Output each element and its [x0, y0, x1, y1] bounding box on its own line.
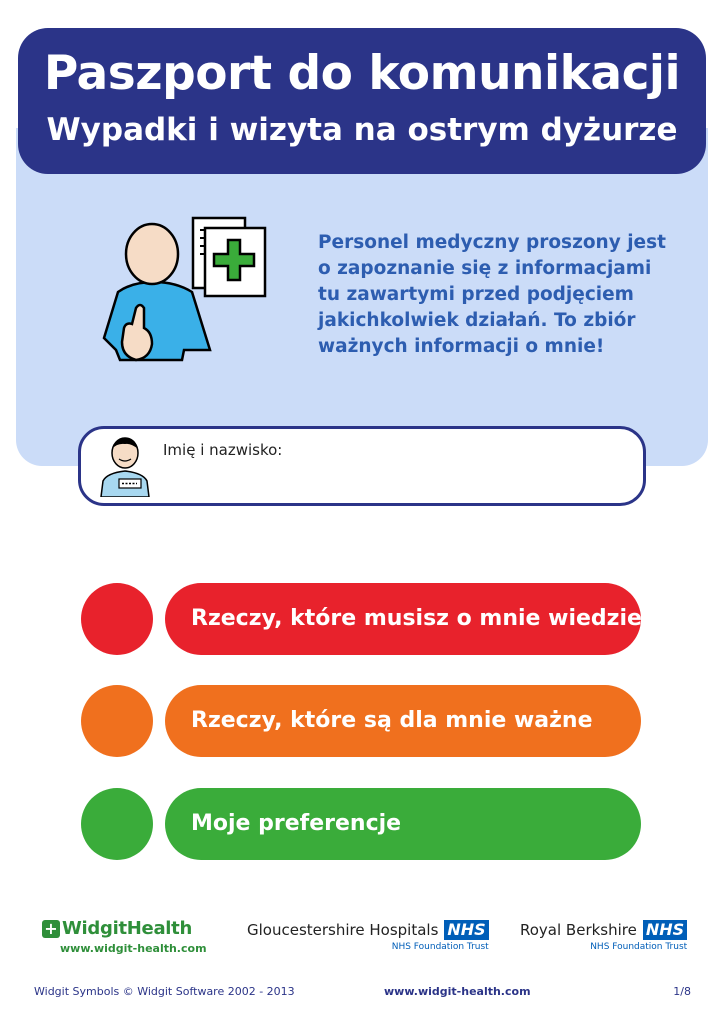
- section-must-know[interactable]: Rzeczy, które musisz o mnie wiedzieć: [165, 583, 641, 655]
- nhs-badge: NHS: [444, 920, 488, 940]
- footer-url-link[interactable]: www.widgit-health.com: [384, 985, 531, 998]
- widgit-health-url: www.widgit-health.com: [60, 942, 207, 955]
- name-label: Imię i nazwisko:: [163, 441, 283, 459]
- person-with-badge-icon: [97, 435, 153, 497]
- gloucestershire-logo: [247, 920, 489, 952]
- widgit-health-name: WidgitHealth: [62, 918, 192, 939]
- name-field[interactable]: [78, 426, 646, 506]
- section-must-know-dot: [81, 583, 153, 655]
- page-title: Paszport do komunikacji: [43, 46, 681, 101]
- section-important[interactable]: Rzeczy, które są dla mnie ważne: [165, 685, 641, 757]
- section-preferences-dot: [81, 788, 153, 860]
- doctor-with-documents-icon: [92, 210, 272, 370]
- footer-logos: [0, 918, 725, 958]
- page-subtitle: Wypadki i wizyta na ostrym dyżurze: [46, 112, 678, 148]
- royal-berkshire-logo: [520, 920, 687, 952]
- nhs-badge: NHS: [643, 920, 687, 940]
- trust-sub: NHS Foundation Trust: [391, 942, 489, 952]
- copyright: Widgit Symbols © Widgit Software 2002 - 2013: [34, 985, 295, 998]
- section-important-dot: [81, 685, 153, 757]
- header: [18, 28, 706, 174]
- widgit-health-logo[interactable]: [42, 918, 207, 955]
- intro-text: Personel medyczny proszony jest o zapoznanie się z informacjami tu zawartymi przed podjęciem jakichkolwiek działań. To zbiór ważnych informacji o mnie!: [318, 232, 666, 357]
- trust-name: Royal Berkshire: [520, 921, 637, 939]
- section-preferences[interactable]: Moje preferencje: [165, 788, 641, 860]
- trust-name: Gloucestershire Hospitals: [247, 921, 439, 939]
- plus-icon: +: [42, 920, 60, 938]
- page-number: 1/8: [673, 985, 691, 998]
- trust-sub: NHS Foundation Trust: [590, 942, 688, 952]
